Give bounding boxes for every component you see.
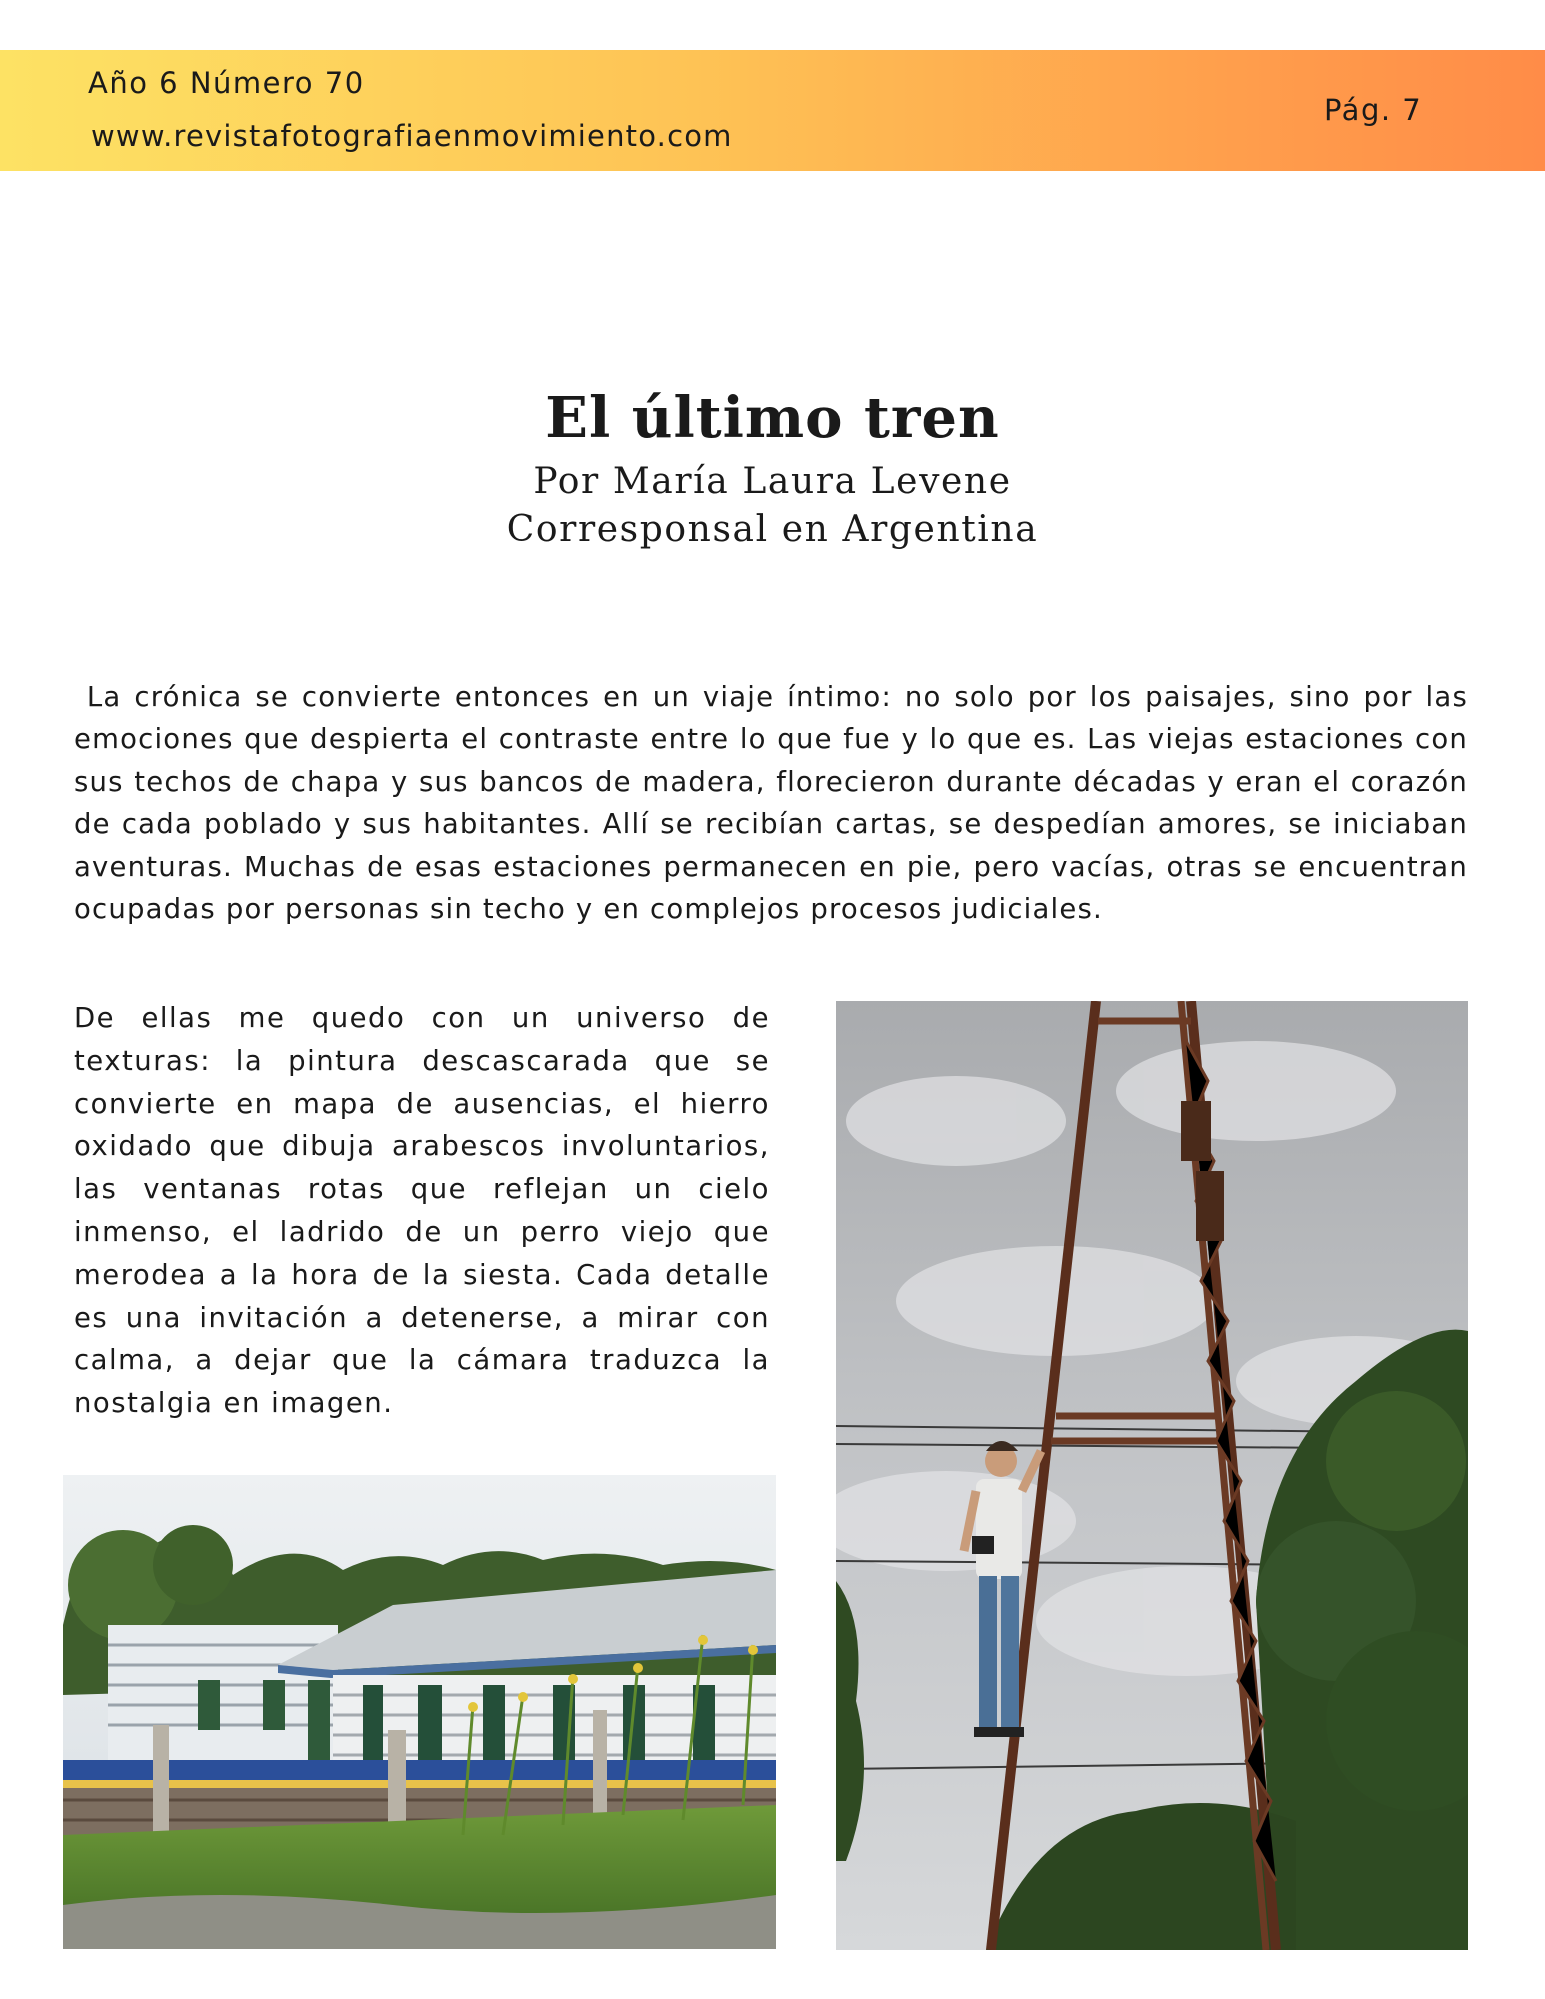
article-byline: Por María Laura Levene <box>533 461 1012 502</box>
intro-paragraph: La crónica se convierte entonces en un viaje íntimo: no solo por los paisajes, sino por las emociones que despierta el contraste entre lo que fue y lo que es. Las viejas estaciones con sus techos de chapa y sus bancos de madera, florecieron durante décadas y eran el corazón de cada poblado y sus habitantes. Allí se recibían cartas, se despedían amores, se iniciaban aventuras. Muchas de esas estaciones permanecen en pie, pero vacías, otras se encuentran ocupadas por personas sin techo y en complejos procesos judiciales. <box>74 681 1478 926</box>
article-title: El último tren <box>545 385 1000 451</box>
textures-paragraph: De ellas me quedo con un universo de texturas: la pintura descascarada que se convierte en mapa de ausencias, el hierro oxidado que dibuja arabescos involuntarios, las ventanas rotas que reflejan un cielo inmenso, el ladrido de un perro viejo que merodea a la hora de la siesta. Cada detalle es una invitación a detenerse, a mirar con calma, a dejar que la cámara traduzca la nostalgia en imagen. <box>74 1002 770 1420</box>
station-photo <box>63 1475 776 1949</box>
website-url[interactable]: www.revistafotografiaenmovimiento.com <box>91 119 733 153</box>
tower-illustration <box>836 1001 1468 1950</box>
issue-number: Año 6 Número 70 <box>88 66 365 100</box>
article-heading <box>0 378 1545 554</box>
station-illustration <box>63 1475 776 1949</box>
tower-photo <box>836 1001 1468 1950</box>
author-role: Corresponsal en Argentina <box>506 509 1039 550</box>
page-number: Pág. 7 <box>1324 93 1423 127</box>
